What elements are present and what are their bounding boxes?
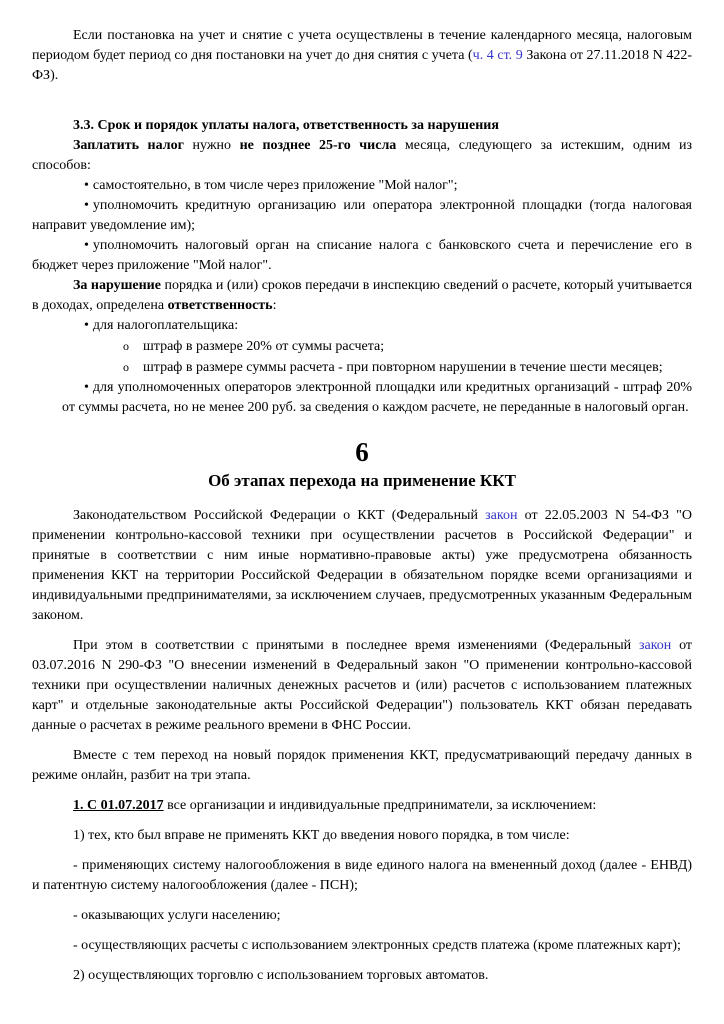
paragraph (32, 966, 692, 986)
blank-line (32, 736, 692, 746)
blank-line (32, 786, 692, 796)
bullet-icon: • (84, 318, 89, 333)
text-run: При этом в соответствии с принятыми в последнее время изменениями (Федеральный (73, 638, 639, 653)
link[interactable]: ч. 4 ст. 9 (472, 48, 523, 63)
text-run: порядка и (или) сроков передачи в инспекцию сведений о расчете, который учитывается в доходах, определена (32, 278, 693, 313)
text-run: 1) тех, кто был вправе не применять ККТ до введения нового порядка, в том числе: (73, 828, 570, 843)
text-run: За нарушение (73, 278, 161, 293)
text-run: - осуществляющих расчеты с использованием электронных средств платежа (кроме платежных карт); (73, 938, 681, 953)
sub-bullet-icon: o (123, 339, 129, 353)
text-run: штраф в размере 20% от суммы расчета; (143, 339, 385, 354)
link[interactable]: закон (485, 508, 518, 523)
text-run: Если постановка на учет и снятие с учета осуществлены в течение календарного месяца, налоговым периодом будет период со дня постановки на учет до дня снятия с учета ( (32, 28, 692, 63)
paragraph (32, 936, 692, 956)
paragraph (32, 26, 692, 86)
bullet-item (32, 176, 692, 196)
section-heading (32, 116, 692, 136)
text-run: 3.3. Срок и порядок уплаты налога, ответственность за нарушения (73, 118, 499, 133)
bullet-icon: • (84, 238, 89, 253)
paragraph (32, 746, 692, 786)
text-run: Об этапах перехода на применение ККТ (208, 471, 516, 490)
sub-bullet-icon: o (123, 360, 129, 374)
text-run: нужно (183, 138, 240, 153)
text-run: : (272, 298, 277, 313)
text-run: ответственность (167, 298, 273, 313)
text-run: Закона от 27.11.2018 N 422-ФЗ). (32, 48, 692, 83)
bullet-icon: • (84, 380, 89, 395)
blank-line (32, 86, 692, 96)
blank-line (32, 496, 692, 506)
blank-line (32, 956, 692, 966)
text-run: самостоятельно, в том числе через приложение "Мой налог"; (92, 178, 458, 193)
sub-bullet-item (32, 357, 692, 378)
blank-line (32, 926, 692, 936)
text-run: месяца, следующего за истекшим, одним из способов: (32, 138, 693, 173)
bullet-icon: • (84, 198, 89, 213)
blank-line (32, 896, 692, 906)
text-run: 1. С 01.07.2017 (73, 798, 164, 813)
sub-bullet-item (32, 336, 692, 357)
chapter-number (32, 437, 692, 467)
blank-line (32, 816, 692, 826)
text-run: не позднее 25-го числа (239, 138, 397, 153)
bullet-item (32, 196, 692, 236)
text-run: от 03.07.2016 N 290-ФЗ "О внесении изменений в Федеральный закон "О применении контрольно-кассовой техники при осуществлении наличных денежных расчетов и (или) расчетов с использованием платежных карт" и отдельные законодательные акты Российской Федерации") пользователь ККТ обязан передавать данные о расчетах в режиме реального времени в ФНС России. (32, 638, 693, 733)
text-run: уполномочить кредитную организацию или оператора электронной площадки (тогда налоговая направит уведомление им); (32, 198, 692, 233)
paragraph (32, 856, 692, 896)
bullet-icon: • (84, 178, 89, 193)
text-run: штраф в размере суммы расчета - при повторном нарушении в течение шести месяцев; (143, 360, 663, 375)
text-run: 6 (355, 437, 369, 467)
text-run: Заплатить налог (73, 138, 184, 153)
blank-line (32, 106, 692, 116)
paragraph (32, 636, 692, 736)
bullet-item (32, 236, 692, 276)
text-run: уполномочить налоговый орган на списание налога с банковского счета и перечисление его в бюджет через приложение "Мой налог". (32, 238, 692, 273)
paragraph (32, 136, 692, 176)
paragraph (32, 906, 692, 926)
text-run: Законодательством Российской Федерации о ККТ (Федеральный (73, 508, 486, 523)
blank-line (32, 626, 692, 636)
paragraph (32, 276, 692, 316)
paragraph (32, 506, 692, 626)
blank-line (32, 846, 692, 856)
text-run: - применяющих систему налогообложения в виде единого налога на вмененный доход (далее - ЕНВД) и патентную систему налогообложения (далее - ПСН); (32, 858, 692, 893)
paragraph (32, 826, 692, 846)
chapter-title (32, 470, 692, 492)
bullet-item (32, 378, 692, 418)
text-run: Вместе с тем переход на новый порядок применения ККТ, предусматривающий передачу данных в режиме онлайн, разбит на три этапа. (32, 748, 692, 783)
text-run: от 22.05.2003 N 54-ФЗ "О применении контрольно-кассовой техники при осуществлении расчетов в Российской Федерации" и принятые в соответствии с ним иные нормативно-правовые акты) уже предусмотрена обязанность применения ККТ на территории Российской Федерации в обязательном порядке всеми организациями и индивидуальными предпринимателями, за исключением случаев, предусмотренных указанным Федеральным законом. (32, 508, 692, 623)
text-run: все организации и индивидуальные предприниматели, за исключением: (163, 798, 597, 813)
blank-line (32, 418, 692, 428)
text-run: для уполномоченных операторов электронной площадки или кредитных организаций - штраф 20% от суммы расчета, но не менее 200 руб. за сведения о каждом расчете, не переданные в налоговый орган. (62, 380, 692, 415)
link[interactable]: закон (638, 638, 672, 653)
text-run: - оказывающих услуги населению; (73, 908, 281, 923)
blank-line (32, 96, 692, 106)
paragraph (32, 796, 692, 816)
document-content (32, 26, 692, 986)
text-run: для налогоплательщика: (92, 318, 239, 333)
text-run: 2) осуществляющих торговлю с использованием торговых автоматов. (73, 968, 489, 983)
bullet-item (32, 316, 692, 336)
